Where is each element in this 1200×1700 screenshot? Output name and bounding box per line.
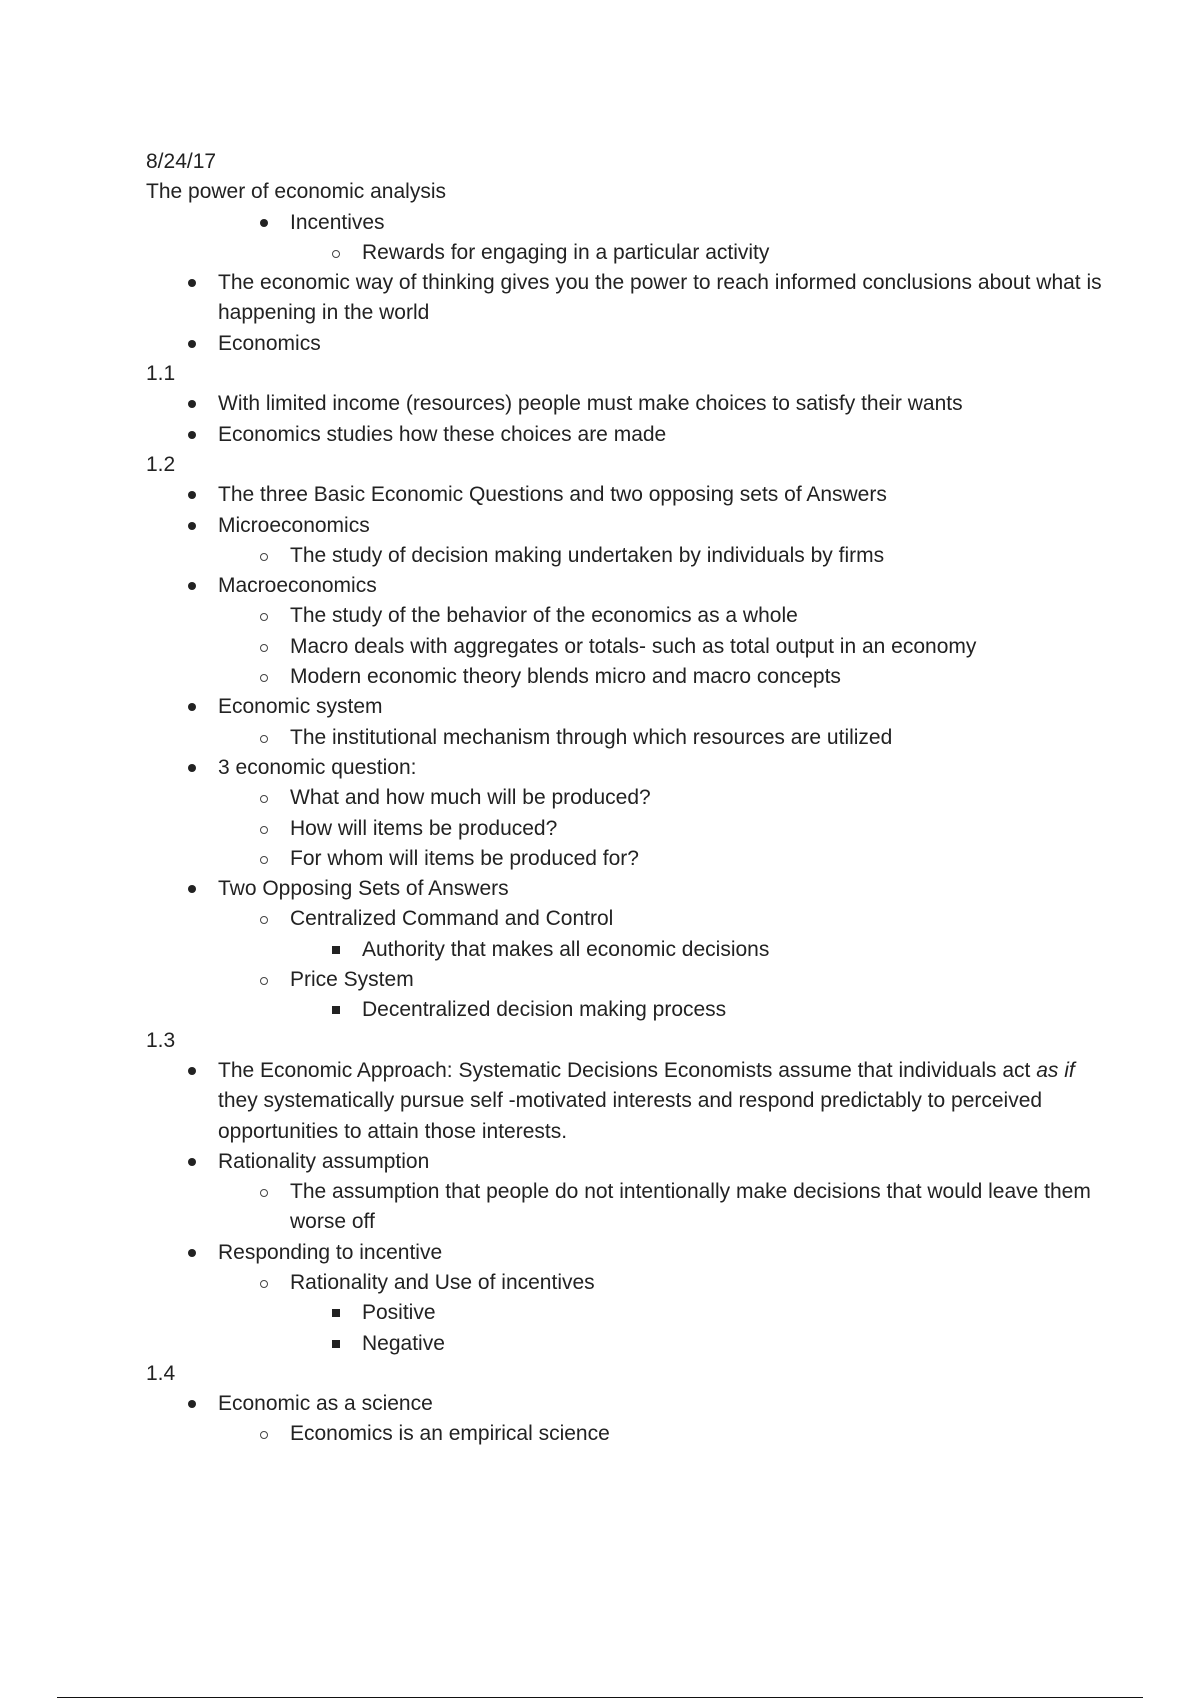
section-heading: 1.2 <box>146 452 176 476</box>
list-item: The study of decision making undertaken by individuals by firms <box>290 543 885 567</box>
list-item: Economics studies how these choices are made <box>218 422 667 446</box>
page-title: The power of economic analysis <box>146 180 446 204</box>
list-item: Macro deals with aggregates or totals- such as total output in an economy <box>290 634 977 658</box>
list-item: 3 economic question: <box>218 755 417 779</box>
section-heading: 1.1 <box>146 362 176 386</box>
list-item: Macroeconomics <box>218 574 377 598</box>
list-item: The study of the behavior of the economics as a whole <box>290 604 798 628</box>
list-item: Price System <box>290 968 414 992</box>
list-item: Rewards for engaging in a particular activity <box>362 240 770 264</box>
list-item: The Economic Approach: Systematic Decisions Economists assume that individuals act as if they systematically pursue self -motivated interests and respond predictably to perceived opportunities to attain those interests. <box>218 1058 1075 1143</box>
list-item: Economics is an empirical science <box>290 1422 610 1446</box>
list-item: Rationality assumption <box>218 1149 430 1173</box>
list-item: Economics <box>218 331 321 355</box>
list-item: Modern economic theory blends micro and macro concepts <box>290 665 841 689</box>
list-item: Responding to incentive <box>218 1240 443 1264</box>
page-bottom-rule <box>57 1697 1143 1698</box>
list-item: Authority that makes all economic decisions <box>362 937 770 961</box>
list-item: For whom will items be produced for? <box>290 846 639 870</box>
section-heading: 1.4 <box>146 1361 176 1385</box>
list-item: Two Opposing Sets of Answers <box>218 877 509 901</box>
list-item: Negative <box>362 1331 445 1355</box>
list-item: With limited income (resources) people must make choices to satisfy their wants <box>218 392 963 416</box>
list-item: How will items be produced? <box>290 816 558 840</box>
list-item: The institutional mechanism through which resources are utilized <box>290 725 893 749</box>
section-heading: 1.3 <box>146 1028 176 1052</box>
date-line: 8/24/17 <box>146 150 217 173</box>
list-item: Economic as a science <box>218 1392 433 1416</box>
list-item: Microeconomics <box>218 513 370 537</box>
list-item: Centralized Command and Control <box>290 907 614 931</box>
list-item: Decentralized decision making process <box>362 998 727 1022</box>
list-item: What and how much will be produced? <box>290 786 651 810</box>
list-item: Incentives <box>290 210 385 234</box>
list-item: The economic way of thinking gives you the power to reach informed conclusions about what is happening in the world <box>218 271 1102 325</box>
list-item: Rationality and Use of incentives <box>290 1270 595 1294</box>
list-item: Economic system <box>218 695 383 719</box>
notes-page <box>146 147 1102 1450</box>
list-item: Positive <box>362 1301 436 1325</box>
list-item: The assumption that people do not intentionally make decisions that would leave them worse off <box>290 1180 1091 1234</box>
list-item: The three Basic Economic Questions and two opposing sets of Answers <box>218 483 887 507</box>
